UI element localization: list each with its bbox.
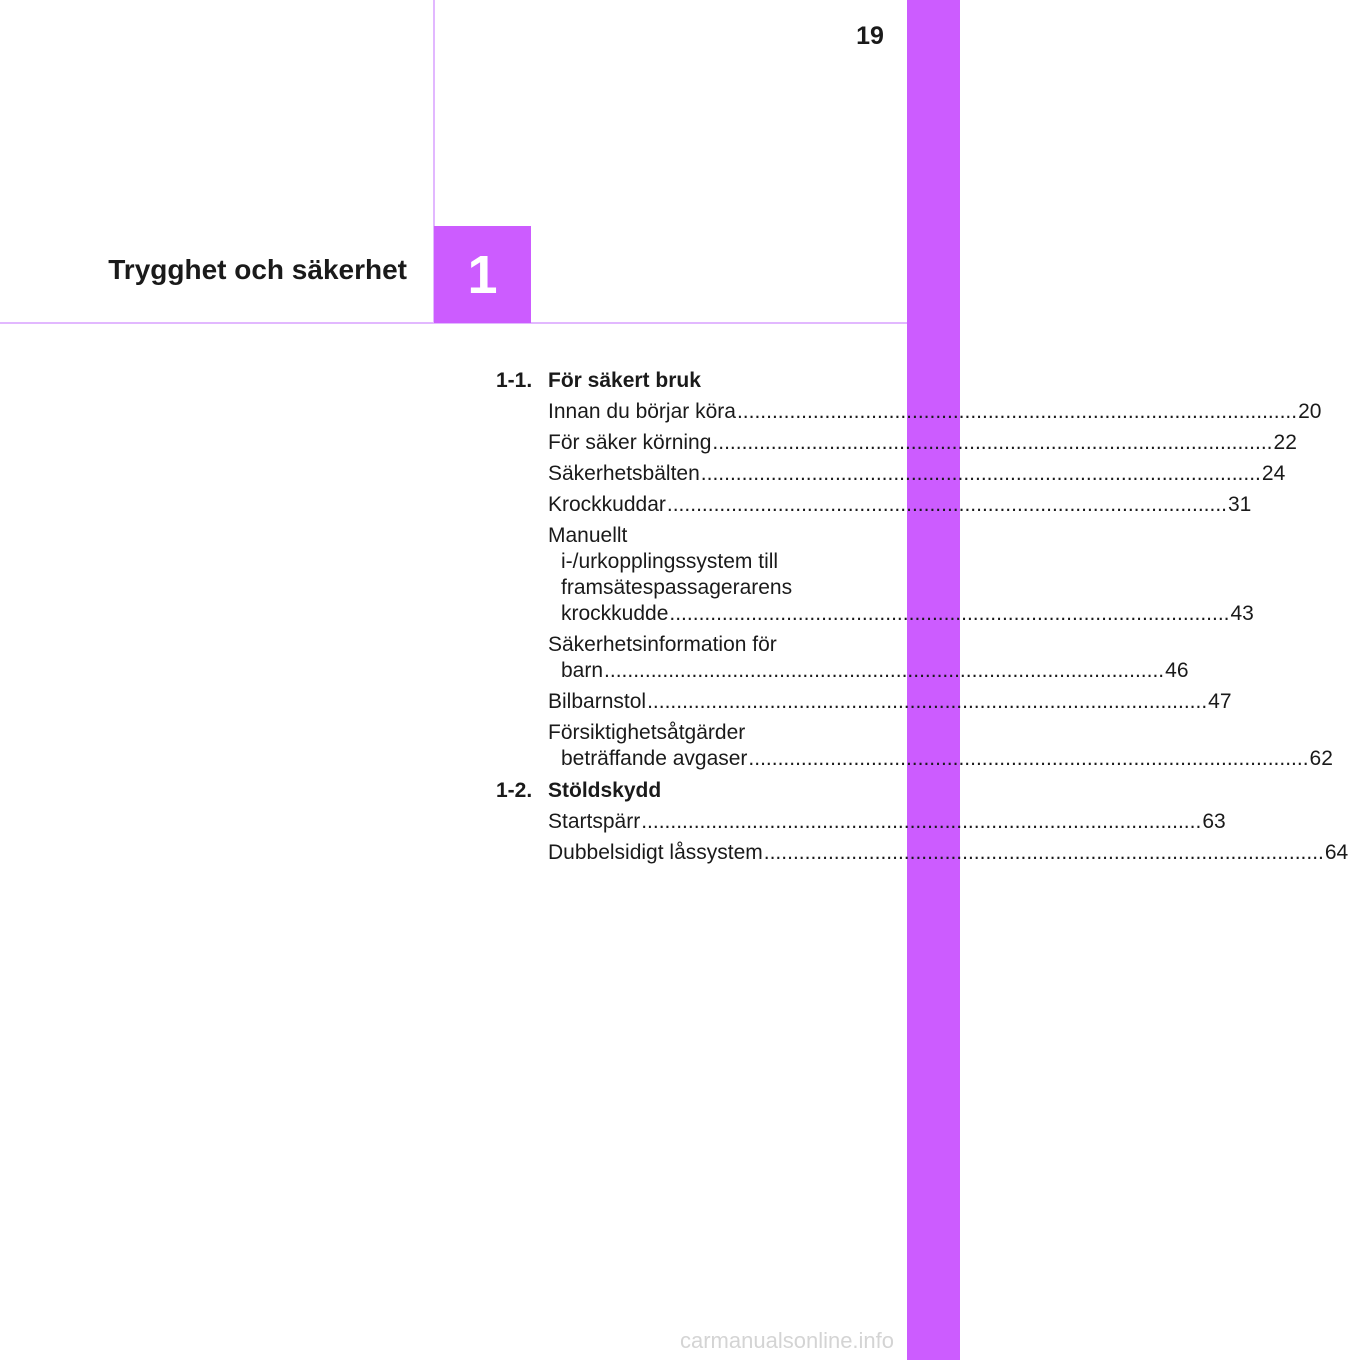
- toc-entry-text: barn: [561, 659, 604, 682]
- toc-entry-last-line: [548, 430, 1297, 456]
- toc-entry-page: 43: [1230, 602, 1254, 625]
- toc-entry-line: Manuellt: [548, 524, 628, 547]
- toc-entry-last-line: [548, 399, 1322, 425]
- toc-entry-last-line: [548, 840, 1348, 866]
- toc-section-number: 1-1.: [496, 369, 533, 392]
- dot-leader: [647, 690, 1207, 713]
- toc-entry-page: 47: [1208, 690, 1232, 713]
- toc-section-number: 1-2.: [496, 779, 533, 802]
- dot-leader: [641, 810, 1201, 833]
- toc-entry-last-line: [548, 809, 1226, 835]
- chapter-number-box: 1: [434, 226, 531, 323]
- toc-entry[interactable]: [548, 399, 1322, 425]
- dot-leader: [669, 602, 1229, 625]
- dot-leader: [748, 747, 1308, 770]
- dot-leader: [712, 431, 1272, 454]
- toc-entry-page: 64: [1324, 841, 1348, 864]
- toc-entry-line: Säkerhetsinformation för: [548, 633, 777, 656]
- toc-entry-text: krockkudde: [561, 602, 669, 625]
- toc-entry-page: 24: [1261, 462, 1286, 485]
- toc-entry-last-line: [548, 492, 1252, 518]
- toc-entry-last-line: [548, 658, 1189, 684]
- toc-entry-text: Bilbarnstol: [548, 690, 647, 713]
- toc-entry-text: Innan du börjar köra: [548, 400, 736, 423]
- toc-entry-line: Försiktighetsåtgärder: [548, 721, 746, 744]
- toc-section-title: För säkert bruk: [548, 369, 701, 392]
- toc-entry[interactable]: [548, 430, 1297, 456]
- toc-entry-last-line: [548, 601, 1254, 627]
- toc-entry-text: Startspärr: [548, 810, 641, 833]
- toc-entry[interactable]: [548, 523, 1254, 627]
- toc-entry-last-line: [548, 746, 1333, 772]
- toc-entry-last-line: [548, 689, 1232, 715]
- toc-entry[interactable]: [548, 689, 1232, 715]
- toc-section-title: Stöldskydd: [548, 779, 662, 802]
- toc-entry-page: 31: [1228, 493, 1252, 516]
- toc-section-heading: [496, 778, 846, 804]
- toc-entry[interactable]: [548, 632, 1189, 684]
- dot-leader: [604, 659, 1164, 682]
- toc-entry[interactable]: [548, 461, 1286, 487]
- dot-leader: [667, 493, 1227, 516]
- toc-entry[interactable]: [548, 720, 1333, 772]
- page-number: 19: [856, 22, 884, 50]
- watermark: carmanualsonline.info: [680, 1328, 895, 1353]
- toc-entry-text: Krockkuddar: [548, 493, 666, 516]
- chapter-title: Trygghet och säkerhet: [108, 254, 407, 285]
- toc-entry-line: framsätespassagerarens: [561, 576, 793, 599]
- table-of-contents: [496, 368, 1348, 866]
- toc-entry-page: 63: [1202, 810, 1226, 833]
- dot-leader: [737, 400, 1297, 423]
- toc-entry-page: 20: [1298, 400, 1322, 423]
- toc-entry-last-line: [548, 461, 1286, 487]
- toc-entry-text: Säkerhetsbälten: [548, 462, 700, 485]
- toc-entry-line: i-/urkopplingssystem till: [561, 550, 779, 573]
- toc-entry[interactable]: [548, 809, 1226, 835]
- toc-entry[interactable]: [548, 492, 1252, 518]
- dot-leader: [701, 462, 1261, 485]
- toc-entry-page: 62: [1309, 747, 1333, 770]
- toc-entry-page: 22: [1273, 431, 1297, 454]
- toc-entry[interactable]: [548, 840, 1348, 866]
- toc-entry-text: Dubbelsidigt låssystem: [548, 841, 763, 864]
- toc-entry-text: För säker körning: [548, 431, 712, 454]
- dot-leader: [764, 841, 1324, 864]
- toc-entry-page: 46: [1165, 659, 1189, 682]
- toc-section-heading: [496, 368, 846, 394]
- toc-entry-text: beträffande avgaser: [561, 747, 748, 770]
